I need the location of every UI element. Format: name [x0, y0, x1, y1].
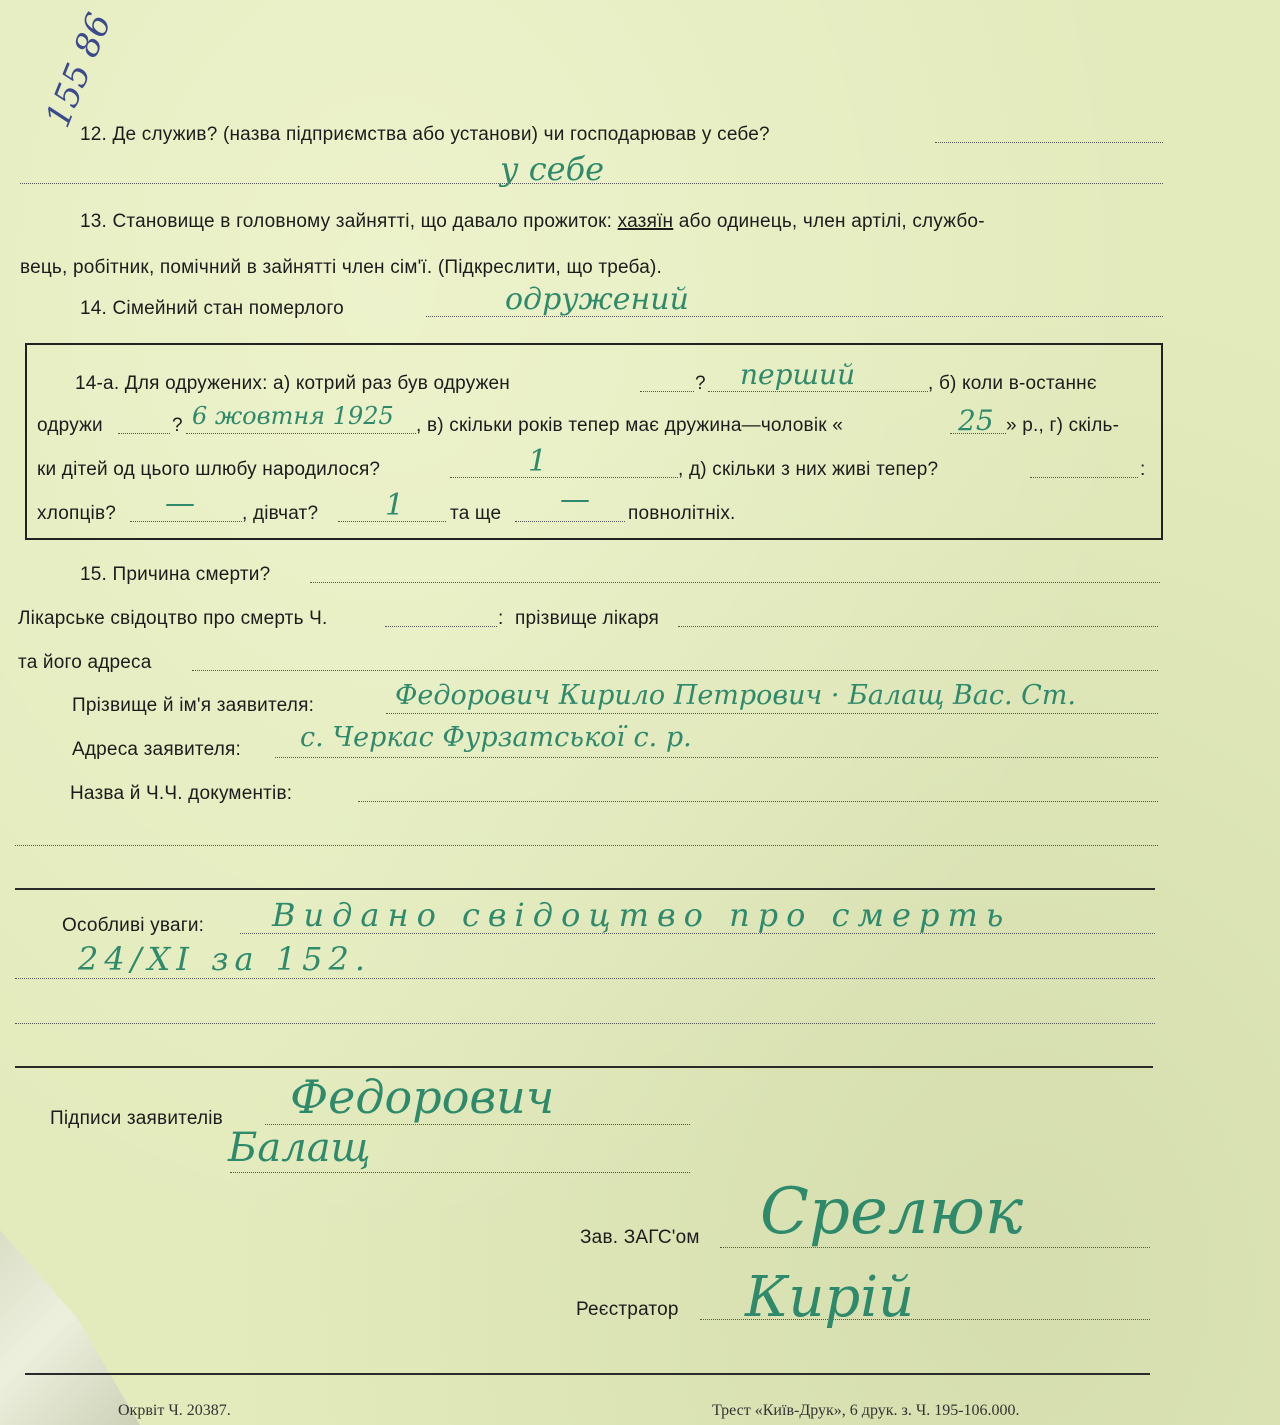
q14a-which-marriage-answer: перший [740, 358, 856, 391]
documents-label: Назва й Ч.Ч. документів: [70, 783, 293, 804]
q14a-q1-mark: ? [695, 373, 706, 394]
q15-label: 15. Причина смерти? [80, 564, 271, 585]
signatures-label: Підписи заявителів [50, 1108, 223, 1129]
q14-answer: одружений [505, 282, 689, 317]
applicant-address-dots [275, 757, 1158, 758]
applicant-name-label: Прізвище й ім'я заявителя: [72, 695, 315, 716]
q14a-alive-dots [1030, 477, 1138, 478]
documents-extra-line [15, 845, 1158, 846]
q14a-which-dots-a [640, 391, 694, 392]
applicant-address-label: Адреса заявителя: [72, 739, 241, 760]
q14a-more-count: — [560, 482, 590, 517]
head-signature: Срелюк [760, 1175, 1024, 1249]
q14a-boys-count: — [165, 486, 195, 521]
q14a-alive-colon: : [1140, 459, 1146, 480]
remarks-line2: 24/XI за 152. [78, 940, 372, 978]
q14a-q2-mark: ? [172, 415, 183, 436]
q13-line1-post: або одинець, член артілі, службо- [678, 211, 985, 232]
medical-cert-label: Лікарське свідоцтво про смерть Ч. [18, 608, 328, 629]
q14a-girls-label: , дівчат? [242, 503, 319, 524]
remarks-rule [15, 1066, 1153, 1068]
q13-line1 [80, 211, 985, 233]
applicant-signature-2: Балащ [228, 1125, 371, 1171]
q14a-date-dots-a [118, 433, 170, 434]
remarks-line1: Видано свідоцтво про смерть [272, 896, 1012, 934]
doctor-address-dots [192, 670, 1158, 671]
q14a-more-label: та ще [450, 503, 502, 524]
signatures-dots-2 [230, 1172, 690, 1173]
q14a-which-marriage-label: 14-а. Для одружених: а) котрий раз був одружен [75, 373, 510, 394]
applicant-signature-1: Федорович [290, 1070, 555, 1124]
torn-paper-corner [0, 1230, 140, 1425]
q14a-line1 [75, 373, 510, 395]
q13-line1-pre: 13. Становище в головному зайнятті, що давало прожиток: [80, 211, 613, 232]
q14-label: 14. Сімейний стан померлого [80, 298, 344, 319]
q14a-children-count: 1 [528, 444, 548, 479]
applicant-name-value: Федорович Кирило Петрович · Балащ Вас. Ст. [395, 680, 1076, 711]
q14a-spouse-age: 25 [958, 404, 994, 437]
q14a-girls-count: 1 [385, 488, 405, 523]
q12-answer: у себе [500, 150, 605, 188]
documents-dots [358, 801, 1158, 802]
footer-left: Окрвіт Ч. 20387. [118, 1402, 231, 1419]
q14a-marriage-date: 6 жовтня 1925 [192, 402, 394, 430]
registrar-label: Реєстратор [576, 1299, 679, 1320]
remarks-label: Особливі уваги: [62, 915, 205, 936]
q15-dots [310, 582, 1160, 583]
doctor-name-label: прізвище лікаря [515, 608, 660, 629]
documents-rule [15, 888, 1155, 890]
q14a-age-suffix: » р., г) скіль- [1006, 415, 1120, 436]
applicant-address-value: с. Черкас Фурзатської с. р. [300, 722, 692, 753]
q14a-alive-label: , д) скільки з них живі тепер? [678, 459, 939, 480]
medical-cert-dots [385, 626, 497, 627]
q14a-married-label: одружи [37, 415, 103, 436]
q14a-when-label: , б) коли в-останнє [928, 373, 1097, 394]
q14a-children-dots [450, 477, 678, 478]
registrar-signature: Кирій [745, 1265, 915, 1330]
q14a-spouse-age-label: , в) скільки років тепер має дружина—чоловік « [416, 415, 844, 436]
q14a-boys-label: хлопців? [37, 503, 117, 524]
medical-cert-sep: : [498, 608, 504, 629]
q14a-boys-dots [130, 521, 242, 522]
q14a-which-dots-b [708, 391, 928, 392]
doctor-name-dots [678, 626, 1158, 627]
q14a-adults-label: повнолітніх. [628, 503, 736, 524]
corner-archive-number: 155 86 [38, 7, 120, 133]
applicant-name-dots [386, 713, 1158, 714]
q12-label: 12. Де служив? (назва підприємства або установи) чи господарював у себе? [80, 124, 770, 145]
q14a-more-dots [515, 521, 625, 522]
q14a-children-label: ки дітей од цього шлюбу народилося? [37, 459, 381, 480]
q12-dots [935, 142, 1163, 143]
remarks-dots-3 [15, 1023, 1155, 1024]
remarks-dots-2 [15, 978, 1155, 979]
footer-right: Трест «Київ-Друк», 6 друк. з. Ч. 195-106.000. [712, 1402, 1020, 1419]
q14a-date-dots-b [186, 433, 416, 434]
head-label: Зав. ЗАГС'ом [580, 1227, 700, 1248]
doctor-address-label: та його адреса [18, 652, 152, 673]
q13-underlined-option: хазяїн [617, 211, 674, 232]
q13-line2: вець, робітник, помічний в зайнятті член сім'ї. (Підкреслити, що треба). [20, 257, 662, 278]
bottom-rule [25, 1373, 1150, 1375]
